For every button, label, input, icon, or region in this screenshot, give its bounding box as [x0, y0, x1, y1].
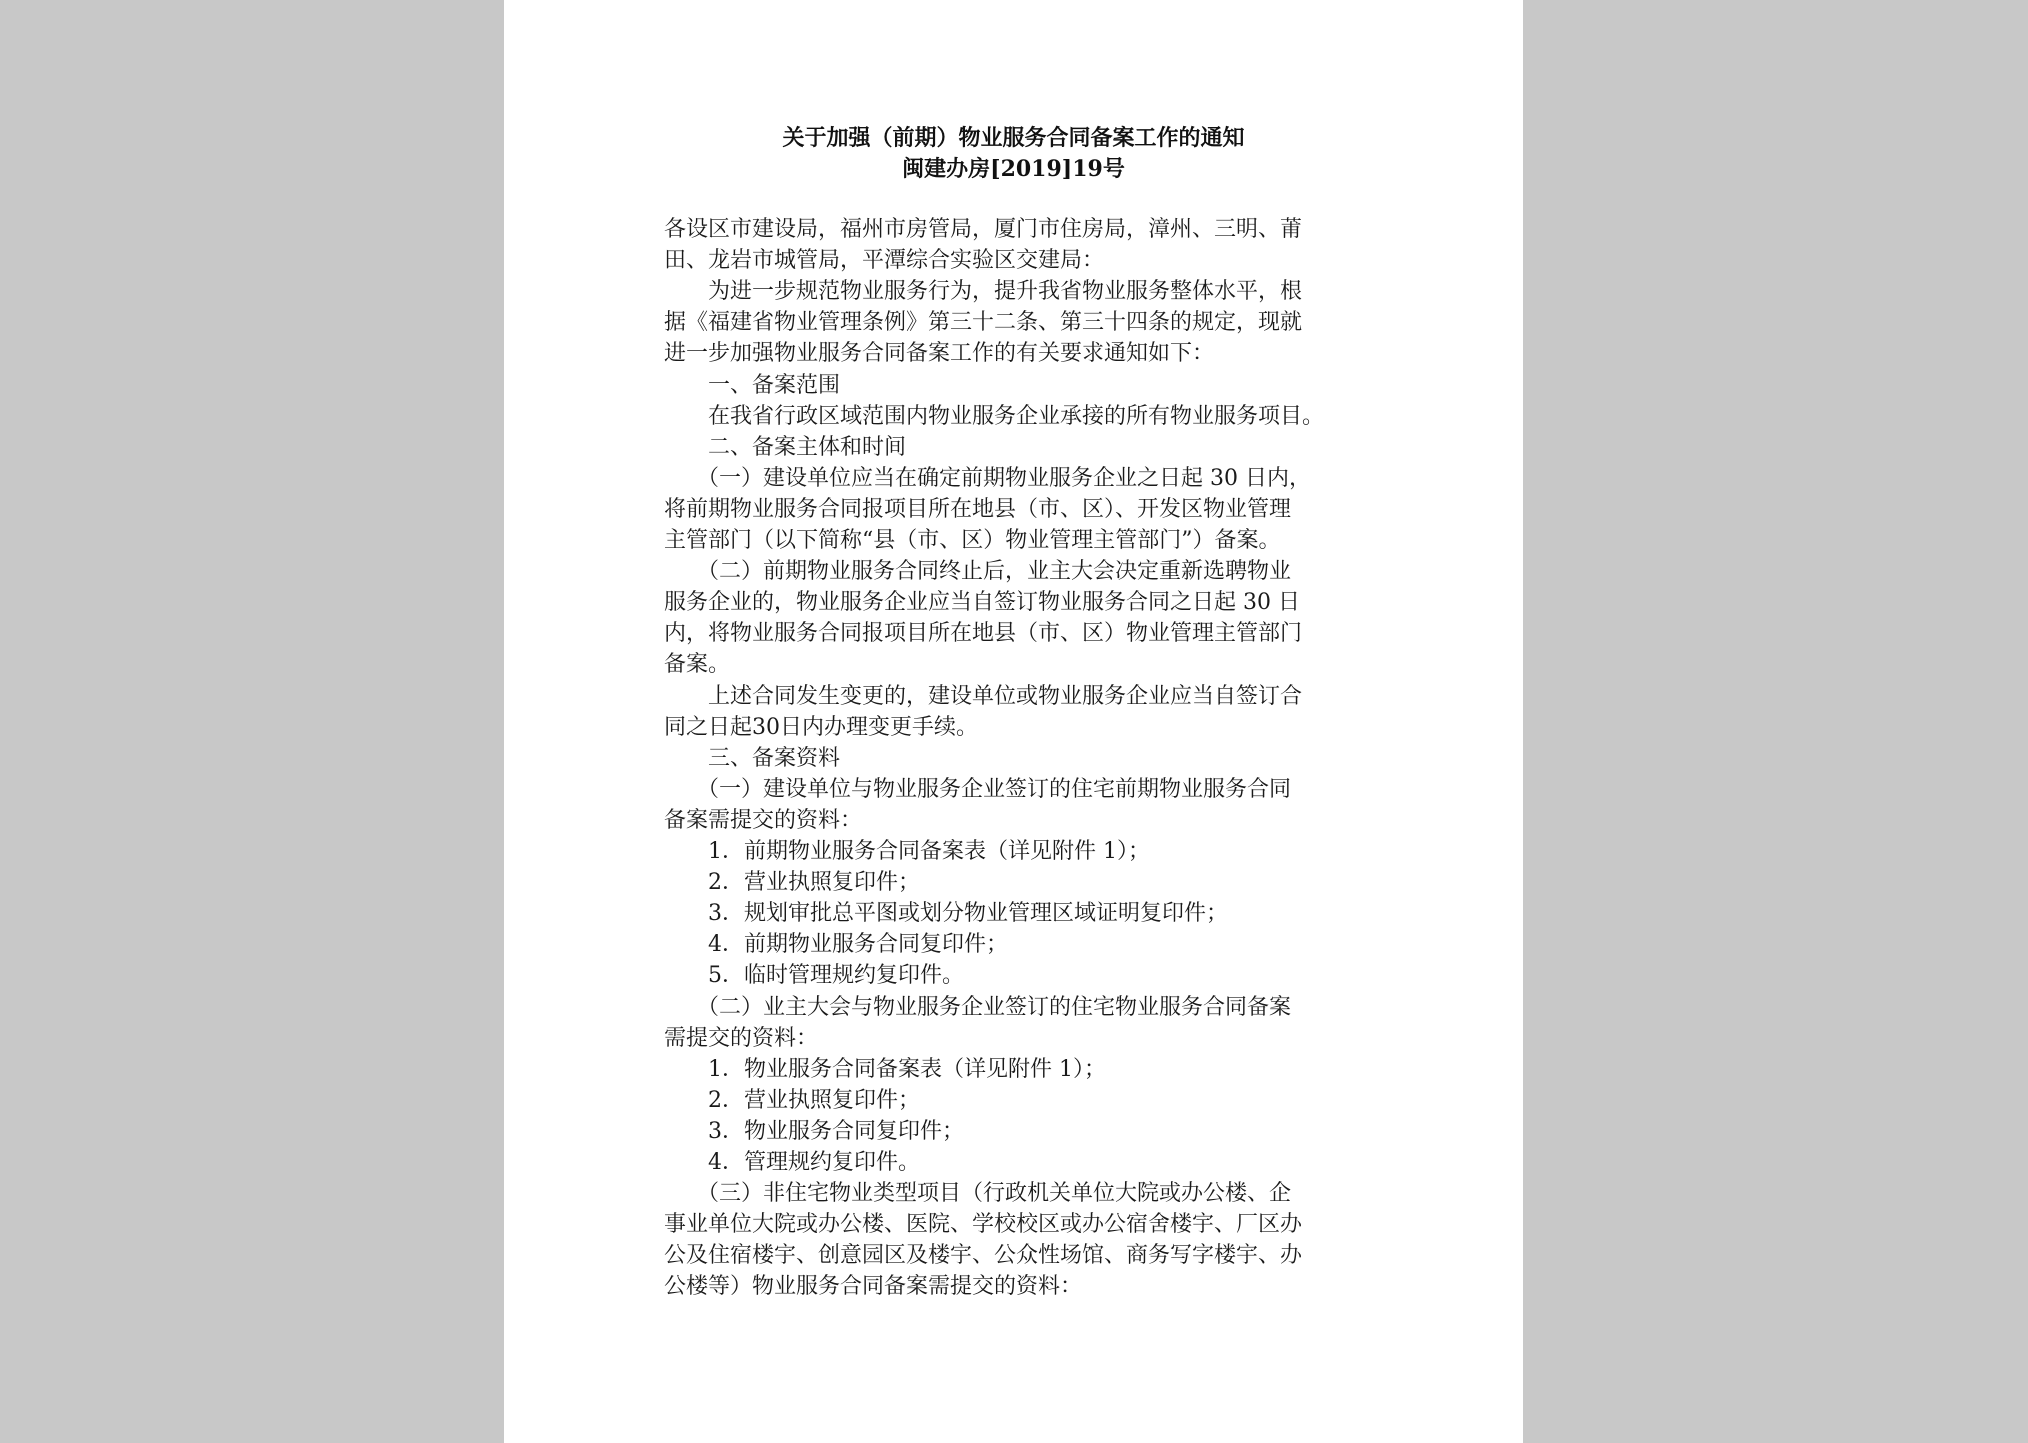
body-line: 主管部门（以下简称“县（市、区）物业管理主管部门”）备案。: [664, 528, 1281, 553]
body-line: 备案需提交的资料：: [664, 807, 863, 833]
document-number: 闽建办房[2019]19号: [902, 156, 1125, 182]
body-line: 将前期物业服务合同报项目所在地县（市、区）、开发区物业管理: [664, 496, 1292, 522]
document-title: 关于加强（前期）物业服务合同备案工作的通知: [782, 125, 1245, 151]
body-line: 同之日起30日内办理变更手续。: [664, 714, 978, 740]
body-line: 在我省行政区域范围内物业服务企业承接的所有物业服务项目。: [664, 403, 1325, 429]
body-line: 上述合同发生变更的，建设单位或物业服务企业应当自签订合: [664, 683, 1303, 709]
body-line: 一、备案范围: [664, 372, 841, 398]
body-line: 据《福建省物业管理条例》第三十二条、第三十四条的规定，现就: [664, 310, 1303, 336]
body-line: （二）前期物业服务合同终止后，业主大会决定重新选聘物业: [664, 559, 1292, 585]
body-line: 需提交的资料：: [664, 1025, 819, 1051]
body-line: 3．规划审批总平图或划分物业管理区域证明复印件；: [664, 901, 1228, 927]
body-line: 公及住宿楼宇、创意园区及楼宇、公众性场馆、商务写字楼宇、办: [664, 1243, 1303, 1269]
body-line: 4．前期物业服务合同复印件；: [664, 932, 1008, 958]
body-line: 公楼等）物业服务合同备案需提交的资料：: [664, 1274, 1083, 1300]
body-line: 3．物业服务合同复印件；: [664, 1118, 964, 1144]
body-line: 服务企业的，物业服务企业应当自签订物业服务合同之日起 30 日: [664, 590, 1300, 616]
body-line: 田、龙岩市城管局，平潭综合实验区交建局：: [664, 248, 1105, 274]
body-line: （二）业主大会与物业服务企业签订的住宅物业服务合同备案: [664, 994, 1292, 1020]
body-line: （一）建设单位应当在确定前期物业服务企业之日起 30 日内，: [664, 465, 1311, 491]
body-line: 三、备案资料: [664, 745, 841, 771]
body-line: 2．营业执照复印件；: [664, 1087, 920, 1113]
body-line: 为进一步规范物业服务行为，提升我省物业服务整体水平，根: [664, 279, 1303, 305]
body-line: 事业单位大院或办公楼、医院、学校校区或办公宿舍楼宇、厂区办: [664, 1212, 1303, 1238]
body-line: 二、备案主体和时间: [664, 434, 907, 460]
body-line: 1．前期物业服务合同备案表（详见附件 1）；: [664, 839, 1150, 864]
body-line: （三）非住宅物业类型项目（行政机关单位大院或办公楼、企: [664, 1181, 1292, 1207]
document-page: [504, 0, 1523, 1443]
body-line: 内，将物业服务合同报项目所在地县（市、区）物业管理主管部门: [664, 621, 1303, 647]
body-line: （一）建设单位与物业服务企业签订的住宅前期物业服务合同: [664, 776, 1292, 802]
body-line: 进一步加强物业服务合同备案工作的有关要求通知如下：: [664, 341, 1215, 367]
body-line: 各设区市建设局，福州市房管局，厦门市住房局，漳州、三明、莆: [664, 217, 1303, 242]
body-line: 4．管理规约复印件。: [664, 1150, 920, 1175]
body-line: 5．临时管理规约复印件。: [664, 963, 964, 989]
body-line: 2．营业执照复印件；: [664, 870, 920, 896]
body-line: 备案。: [664, 652, 731, 678]
body-line: 1．物业服务合同备案表（详见附件 1）；: [664, 1056, 1106, 1082]
